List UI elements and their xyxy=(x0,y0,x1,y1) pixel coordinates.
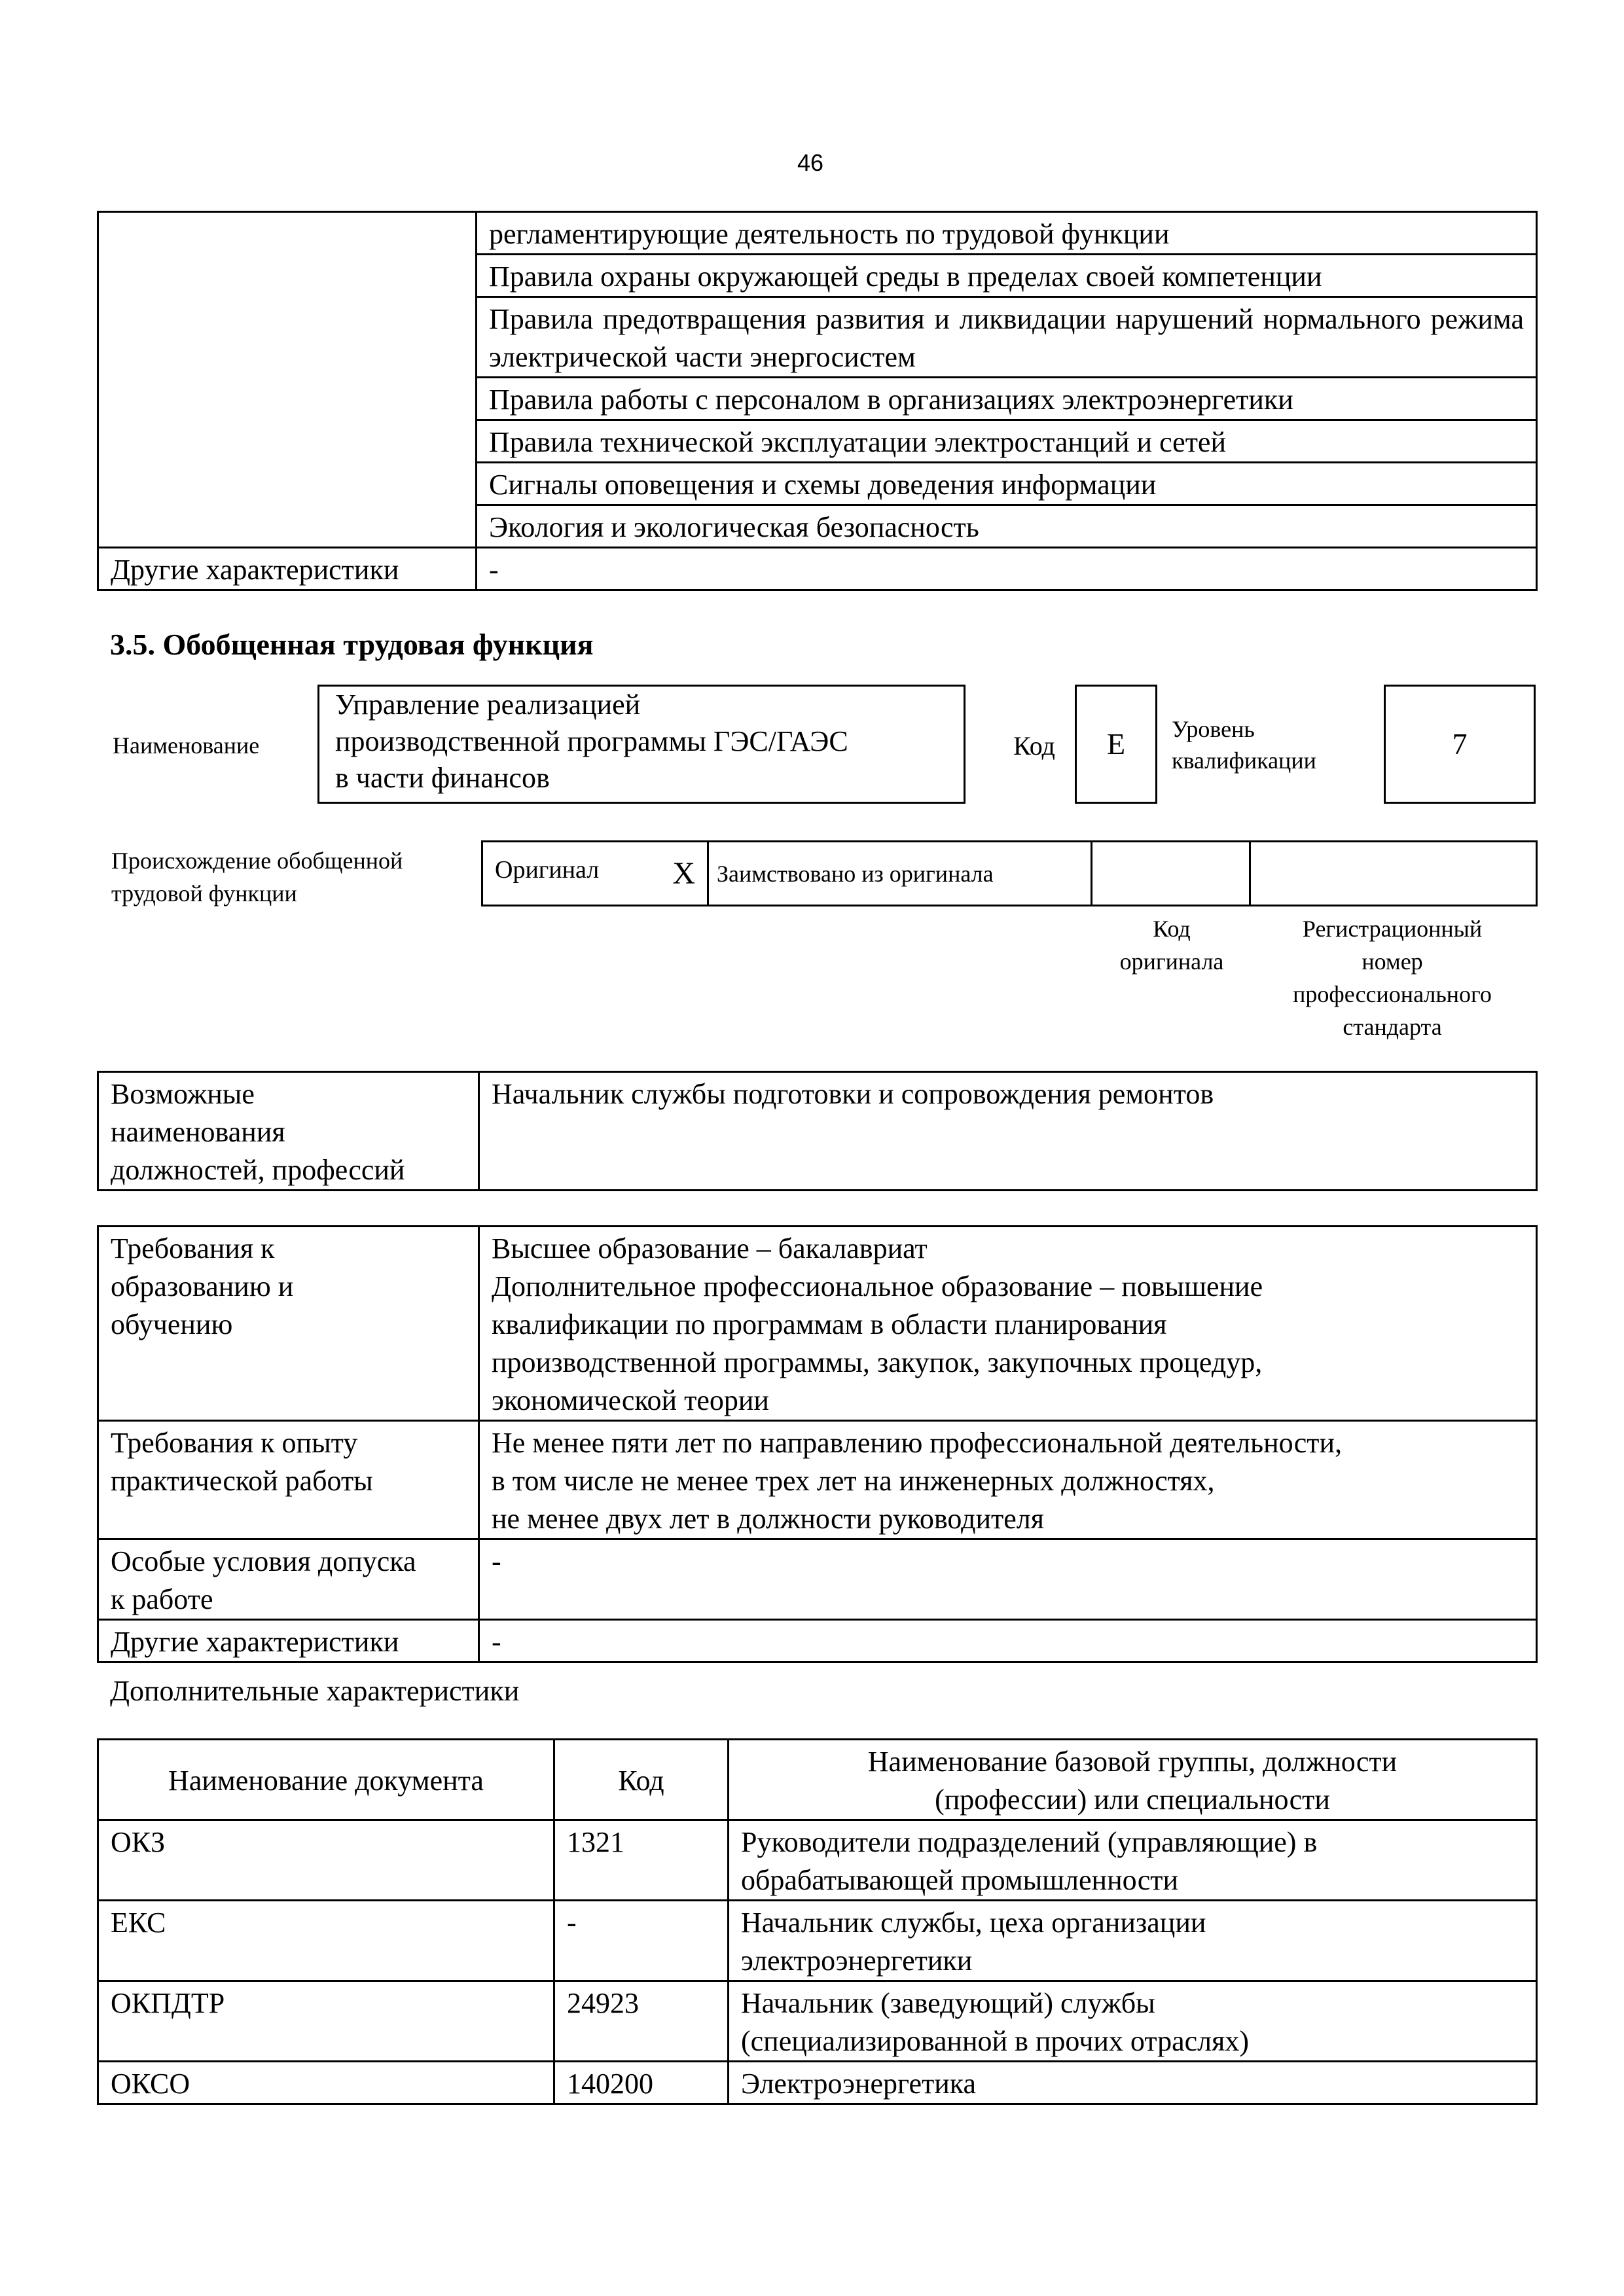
table-row-code: - xyxy=(554,1901,729,1981)
table-row-name xyxy=(729,1820,1537,1901)
additional-table xyxy=(97,1738,1538,2105)
original-mark: X xyxy=(672,856,695,891)
education-value xyxy=(479,1227,1537,1421)
table-row-doc: ОКЗ xyxy=(98,1820,554,1901)
value-line: Не менее пяти лет по направлению профессиональной деятельности, xyxy=(492,1427,1343,1459)
knowledge-row: регламентирующие деятельность по трудовой функции xyxy=(477,212,1537,255)
name-line: Начальник службы, цеха организации xyxy=(741,1907,1206,1939)
caption-line: профессионального xyxy=(1293,981,1492,1007)
borrowed-label: Заимствовано из оригинала xyxy=(708,842,1092,906)
name-line: электроэнергетики xyxy=(741,1945,973,1977)
empty-left-cell xyxy=(98,212,477,548)
origin-label-line: Происхождение обобщенной xyxy=(111,848,403,874)
origin-label-line: трудовой функции xyxy=(111,880,297,906)
label-line: Требования к xyxy=(111,1232,275,1265)
label-line: должностей, профессий xyxy=(111,1154,405,1186)
code-value-box: E xyxy=(1075,685,1157,804)
qualification-level-label-line: квалификации xyxy=(1172,747,1316,774)
label-line: обучению xyxy=(111,1308,233,1340)
origin-table xyxy=(481,840,1538,906)
knowledge-row: Правила охраны окружающей среды в пределах своей компетенции xyxy=(477,255,1537,297)
value-line: Высшее образование – бакалавриат xyxy=(492,1232,928,1265)
admission-label xyxy=(98,1539,479,1620)
other-characteristics-label: Другие характеристики xyxy=(98,548,477,590)
registration-number-cell xyxy=(1250,842,1537,906)
knowledge-row: Сигналы оповещения и схемы доведения информации xyxy=(477,463,1537,505)
code-label: Код xyxy=(1013,731,1055,761)
label-line: практической работы xyxy=(111,1465,373,1497)
table-row-name xyxy=(729,1901,1537,1981)
caption-line: Код xyxy=(1153,916,1191,942)
education-label xyxy=(98,1227,479,1421)
label-line: образованию и xyxy=(111,1270,294,1302)
admission-value: - xyxy=(479,1539,1537,1620)
value-line: в том числе не менее трех лет на инженерных должностях, xyxy=(492,1465,1215,1497)
knowledge-row: Правила работы с персоналом в организациях электроэнергетики xyxy=(477,378,1537,420)
knowledge-row: Правила технической эксплуатации электростанций и сетей xyxy=(477,420,1537,463)
caption-line: оригинала xyxy=(1119,948,1224,975)
qualification-level-box: 7 xyxy=(1384,685,1536,804)
label-line: Возможные xyxy=(111,1078,255,1110)
table-row-name xyxy=(729,1981,1537,2062)
table-row-code: 24923 xyxy=(554,1981,729,2062)
table-row-name: Электроэнергетика xyxy=(729,2062,1537,2104)
function-name-line: Управление реализацией xyxy=(335,689,641,721)
knowledge-row: Экология и экологическая безопасность xyxy=(477,505,1537,548)
value-line: квалификации по программам в области планирования xyxy=(492,1308,1167,1340)
header-line: Наименование базовой группы, должности xyxy=(867,1746,1398,1778)
positions-value: Начальник службы подготовки и сопровождения ремонтов xyxy=(479,1072,1537,1191)
table-row-doc: ОКСО xyxy=(98,2062,554,2104)
label-line: Особые условия допуска xyxy=(111,1545,416,1577)
caption-line: номер xyxy=(1362,948,1423,975)
origin-original-cell xyxy=(482,842,708,906)
other-value: - xyxy=(479,1620,1537,1662)
knowledge-row: Правила предотвращения развития и ликвидации нарушений нормального режима электрической части энергосистем xyxy=(477,297,1537,378)
label-line: наименования xyxy=(111,1116,285,1148)
table-row-doc: ЕКС xyxy=(98,1901,554,1981)
origin-label xyxy=(111,844,403,910)
experience-label xyxy=(98,1421,479,1539)
qualification-level-label xyxy=(1172,713,1316,776)
caption-line: Регистрационный xyxy=(1302,916,1483,942)
original-label: Оригинал xyxy=(495,856,600,884)
table-row-code: 1321 xyxy=(554,1820,729,1901)
value-line: экономической теории xyxy=(492,1384,769,1416)
table-row-code: 140200 xyxy=(554,2062,729,2104)
positions-label xyxy=(98,1072,479,1191)
other-label: Другие характеристики xyxy=(98,1620,479,1662)
qualification-level-label-line: Уровень xyxy=(1172,716,1255,742)
name-line: (специализированной в прочих отраслях) xyxy=(741,2025,1250,2057)
additional-title: Дополнительные характеристики xyxy=(110,1675,520,1707)
name-line: Начальник (заведующий) службы xyxy=(741,1987,1155,2019)
experience-value xyxy=(479,1421,1537,1539)
table-row-doc: ОКПДТР xyxy=(98,1981,554,2062)
function-name-box xyxy=(317,685,965,804)
original-code-cell xyxy=(1092,842,1250,906)
caption-line: стандарта xyxy=(1343,1014,1442,1040)
original-code-caption xyxy=(1092,912,1252,978)
header-code: Код xyxy=(554,1740,729,1820)
page-number: 46 xyxy=(797,149,824,176)
continued-knowledge-table xyxy=(97,211,1538,591)
function-name-line: в части финансов xyxy=(335,762,550,794)
positions-table xyxy=(97,1071,1538,1191)
requirements-table xyxy=(97,1225,1538,1663)
registration-number-caption xyxy=(1249,912,1536,1043)
value-line: Дополнительное профессиональное образование – повышение xyxy=(492,1270,1263,1302)
label-line: Требования к опыту xyxy=(111,1427,358,1459)
header-document: Наименование документа xyxy=(98,1740,554,1820)
other-characteristics-value: - xyxy=(477,548,1537,590)
function-name-line: производственной программы ГЭС/ГАЭС xyxy=(335,725,848,757)
name-line: обрабатывающей промышленности xyxy=(741,1864,1179,1896)
header-name xyxy=(729,1740,1537,1820)
name-label: Наименование xyxy=(113,732,260,759)
value-line: не менее двух лет в должности руководителя xyxy=(492,1503,1044,1535)
value-line: производственной программы, закупок, закупочных процедур, xyxy=(492,1346,1263,1378)
label-line: к работе xyxy=(111,1583,213,1615)
header-line: (профессии) или специальности xyxy=(935,1784,1330,1816)
name-line: Руководители подразделений (управляющие) в xyxy=(741,1826,1318,1858)
section-title: 3.5. Обобщенная трудовая функция xyxy=(110,628,594,661)
